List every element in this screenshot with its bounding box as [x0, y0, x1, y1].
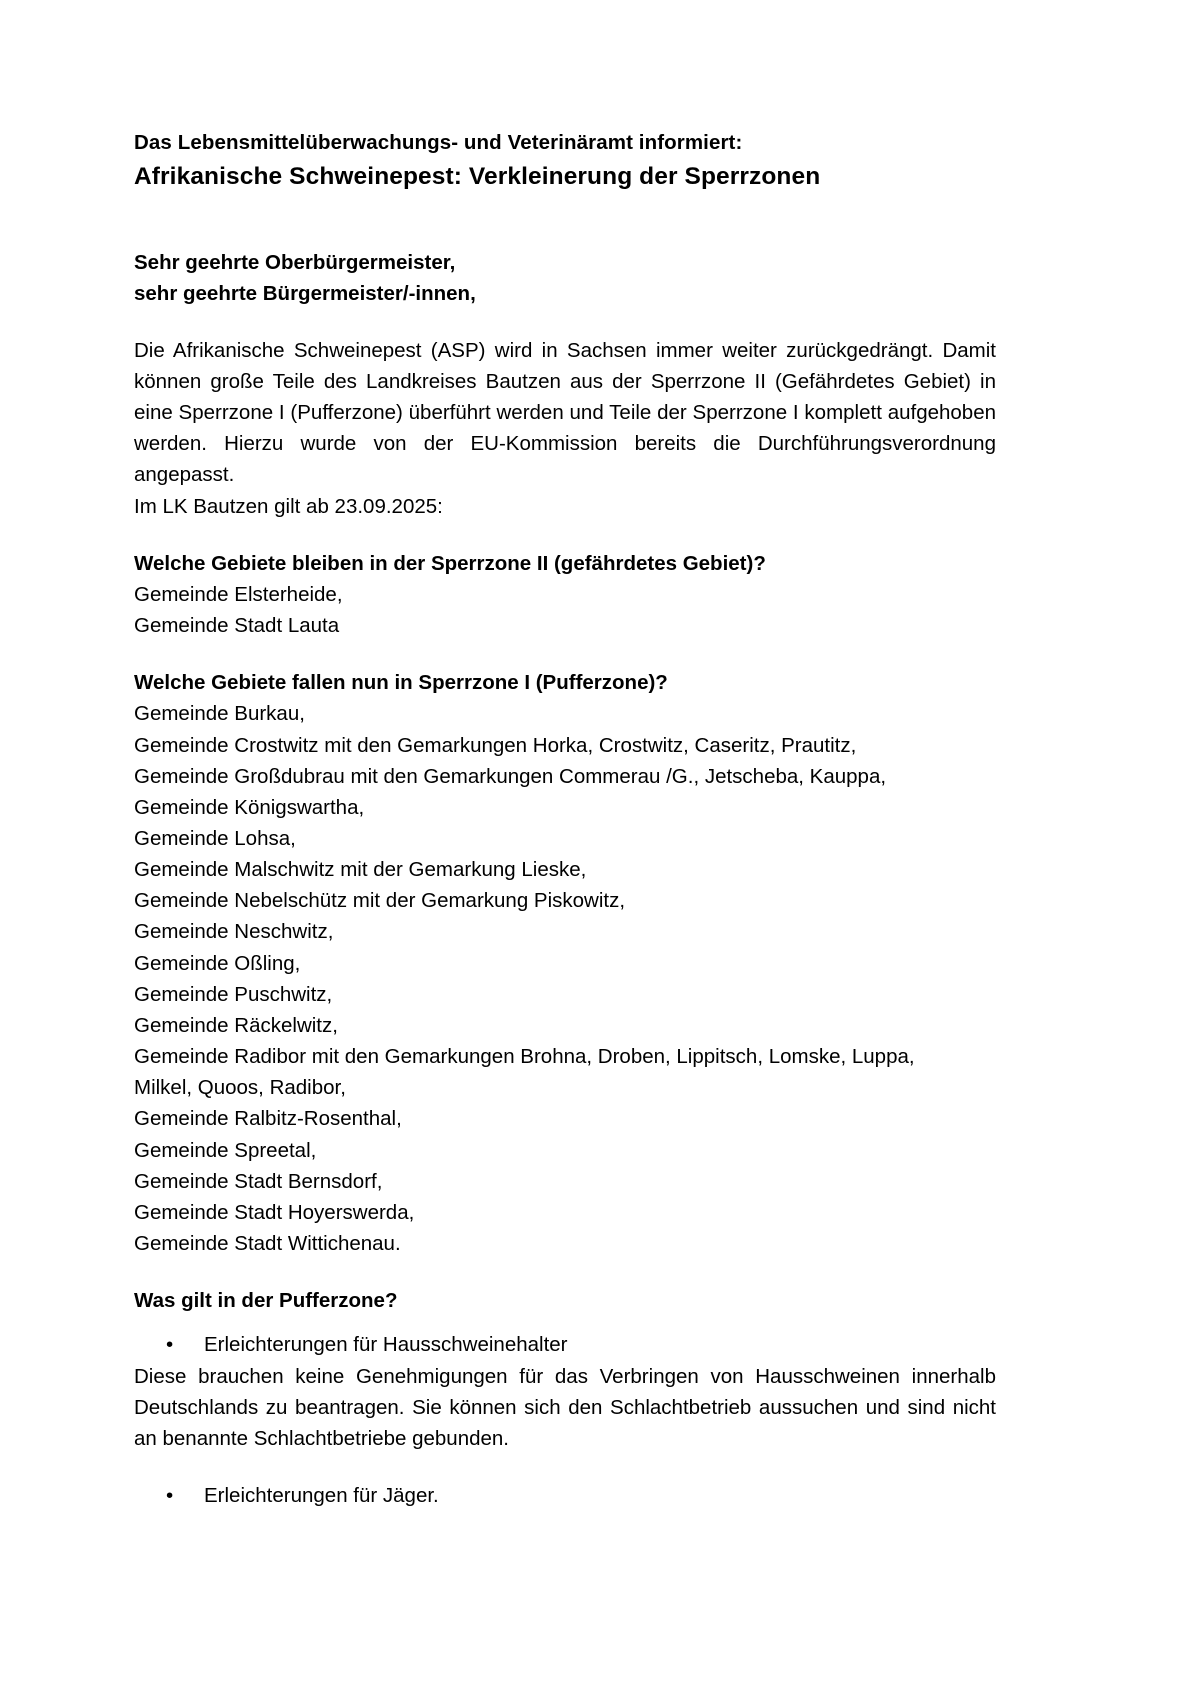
spacer — [134, 195, 996, 247]
list-item: Gemeinde Lohsa, — [134, 827, 296, 850]
intro-paragraph: Die Afrikanische Schweinepest (ASP) wird in Sachsen immer weiter zurückgedrängt. Damit können große Teile des Landkreises Bautzen aus der Sperrzone II (Gefährdetes Gebiet) in eine Sperrzone I (Pufferzone) überführt werden und Teile der Sperrzone I komplett aufgehoben werden. Hierzu wurde von der EU-Kommission bereits die Durchführungsverordnung angepasst. — [134, 338, 996, 487]
list-item: Gemeinde Ralbitz-Rosenthal, — [134, 1107, 402, 1131]
zone1-heading: Welche Gebiete fallen nun in Sperrzone I (Pufferzone)? — [134, 671, 668, 695]
salutation-line-2: sehr geehrte Bürgermeister/-innen, — [134, 281, 476, 305]
spacer — [134, 309, 996, 335]
list-item — [134, 1329, 996, 1360]
office-header-line: Das Lebensmittelüberwachungs- und Veterinäramt informiert: — [134, 131, 743, 154]
list-item: Gemeinde Stadt Lauta — [134, 614, 340, 638]
zone2-list — [134, 579, 996, 641]
list-item: Gemeinde Räckelwitz, — [134, 1013, 338, 1037]
spacer — [134, 522, 996, 548]
spacer — [134, 1259, 996, 1285]
list-item: Milkel, Quoos, Radibor, — [134, 1076, 346, 1100]
list-item: Gemeinde Königswartha, — [134, 795, 365, 819]
pufferzone-bullet-list — [134, 1329, 996, 1360]
salutation-line-1: Sehr geehrte Oberbürgermeister, — [134, 250, 456, 274]
bullet-icon: • — [166, 1333, 174, 1357]
zone2-heading: Welche Gebiete bleiben in der Sperrzone II (gefährdetes Gebiet)? — [134, 551, 766, 575]
bullet-label: Erleichterungen für Hausschweinehalter — [204, 1333, 568, 1357]
page-title: Afrikanische Schweinepest: Verkleinerung der Sperrzonen — [134, 162, 821, 190]
spacer — [134, 1454, 996, 1480]
pufferzone-bullet-list-2 — [134, 1480, 996, 1511]
bullet-icon: • — [166, 1483, 174, 1507]
list-item: Gemeinde Neschwitz, — [134, 920, 334, 944]
list-item: Gemeinde Stadt Wittichenau. — [134, 1232, 401, 1256]
list-item: Gemeinde Crostwitz mit den Gemarkungen Horka, Crostwitz, Caseritz, Prautitz, — [134, 733, 857, 757]
list-item: Gemeinde Radibor mit den Gemarkungen Brohna, Droben, Lippitsch, Lomske, Luppa, — [134, 1045, 915, 1069]
list-item: Gemeinde Großdubrau mit den Gemarkungen Commerau /G., Jetscheba, Kauppa, — [134, 764, 887, 788]
list-item: Gemeinde Stadt Hoyerswerda, — [134, 1200, 415, 1224]
list-item: Gemeinde Puschwitz, — [134, 982, 333, 1006]
list-item: Gemeinde Malschwitz mit der Gemarkung Lieske, — [134, 858, 587, 882]
document-body — [134, 128, 996, 1511]
bullet-label: Erleichterungen für Jäger. — [204, 1483, 439, 1507]
list-item: Gemeinde Spreetal, — [134, 1138, 317, 1162]
list-item: Gemeinde Burkau, — [134, 702, 305, 726]
list-item: Gemeinde Oßling, — [134, 951, 301, 975]
list-item: Gemeinde Elsterheide, — [134, 582, 343, 606]
pufferzone-bullet1-text: Diese brauchen keine Genehmigungen für das Verbringen von Hausschweinen innerhalb Deutschlands zu beantragen. Sie können sich den Schlachtbetrieb aussuchen und sind nicht an benannte Schlachtbetriebe gebunden. — [134, 1364, 996, 1450]
list-item: Gemeinde Nebelschütz mit der Gemarkung Piskowitz, — [134, 889, 626, 913]
spacer — [134, 1316, 996, 1329]
pufferzone-heading: Was gilt in der Pufferzone? — [134, 1289, 398, 1313]
list-item: Gemeinde Stadt Bernsdorf, — [134, 1169, 383, 1193]
spacer — [134, 641, 996, 667]
zone1-list — [134, 698, 996, 1259]
effective-date-line: Im LK Bautzen gilt ab 23.09.2025: — [134, 494, 443, 518]
list-item — [134, 1480, 996, 1511]
